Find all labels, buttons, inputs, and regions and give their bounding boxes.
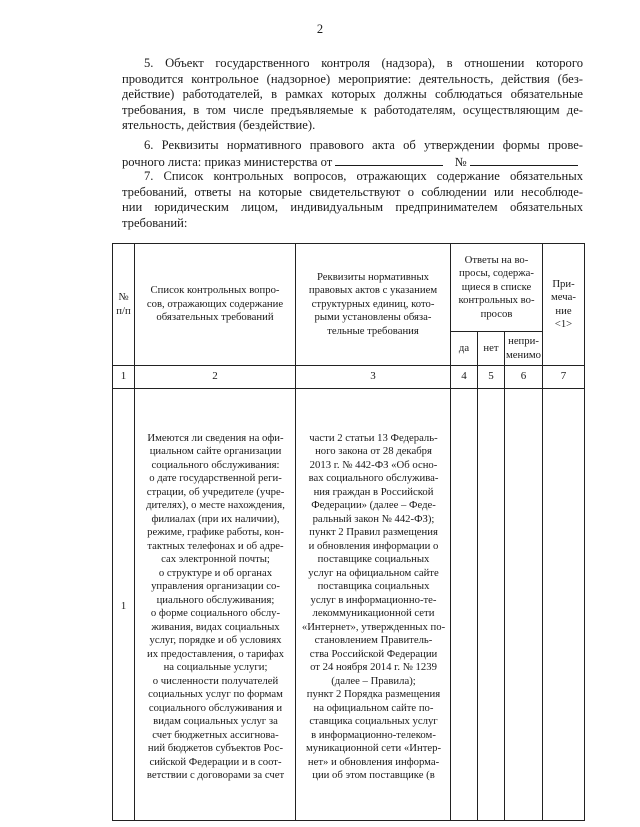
- header-line: При-: [552, 277, 575, 290]
- header-line: мечa-: [551, 291, 576, 303]
- question-line: социального обслуживания и: [148, 701, 283, 714]
- paragraph-5-line: ятельность, действия (бездействие).: [122, 118, 316, 133]
- column-number: 1: [113, 366, 135, 389]
- answer-yes-cell[interactable]: [451, 389, 478, 821]
- question-line: сийской Федерации и в соот-: [149, 755, 282, 768]
- header-line: Реквизиты нормативных: [316, 270, 430, 283]
- requisites-line: ства Российской Федерации: [309, 647, 438, 660]
- question-line: счет бюджетных ассигнова-: [152, 728, 279, 741]
- requisites-line: услуг на официальном сайте: [308, 566, 439, 579]
- question-line: тактных телефонах и об адре-: [147, 539, 284, 552]
- requisites-line: ральный закон № 442-ФЗ);: [312, 512, 435, 525]
- requisites-line: и обновления информации о: [308, 539, 439, 552]
- number-sign: №: [454, 154, 467, 169]
- paragraph-6-line-2: [122, 154, 583, 170]
- paragraph-7-line: требований, ответы на которые свидетельствуют о соблюдении или несоблюде-: [122, 184, 583, 199]
- question-line: на социальные услуги;: [163, 661, 268, 673]
- question-line: о численности получателей: [152, 674, 279, 687]
- question-text: [135, 427, 295, 783]
- column-number: 6: [505, 366, 543, 389]
- question-line: филиалах (при их наличии),: [151, 512, 280, 525]
- number-blank: [470, 154, 578, 166]
- requisites-line: (далее – Правила);: [331, 674, 416, 687]
- header-line: контрольных во-: [458, 294, 535, 307]
- requisites-line: пункт 2 Правил размещения: [309, 526, 438, 538]
- question-line: сах электронной почты;: [161, 553, 270, 565]
- question-line: ний бюджетов субъектов Рос-: [147, 742, 284, 754]
- requisites-line: поставщике социальных: [317, 553, 430, 565]
- question-line: ветствии с договорами за счет: [146, 769, 285, 781]
- question-line: режиме, графике работы, кон-: [147, 526, 284, 538]
- question-line: видам социальных услуг за: [153, 715, 278, 727]
- paragraph-6: [122, 138, 583, 169]
- header-requisites: [296, 244, 451, 366]
- question-line: о дате государственной реги-: [149, 472, 282, 484]
- paragraph-7-line: требований:: [122, 215, 188, 230]
- note-cell[interactable]: [543, 389, 585, 821]
- header-num: [113, 244, 135, 366]
- paragraph-5-line: проводится контрольное (надзорное) мероприятие: деятельность, действия (без-: [122, 71, 583, 86]
- header-note: [543, 244, 585, 366]
- answer-not-applicable-cell[interactable]: [505, 389, 543, 821]
- header-num-line: п/п: [116, 304, 131, 317]
- header-line: щиеся в списке: [461, 280, 532, 293]
- requisites-line: 2013 г. № 442-ФЗ «Об осно-: [309, 458, 438, 471]
- question-line: циальном сайте организации: [149, 445, 282, 457]
- header-line: тельные требования: [327, 324, 419, 337]
- question-line: социального обслуживания:: [151, 458, 280, 471]
- column-number: 3: [296, 366, 451, 389]
- paragraph-5-line: действие) работодателей, в рамках которых должны соблюдаться обязательные: [122, 87, 583, 102]
- table-header-row: [113, 244, 585, 332]
- requisites-line: Федерации» (далее – Феде-: [311, 499, 436, 511]
- header-line: сов, отражающих содержание: [146, 297, 284, 310]
- header-line: обязательных требований: [156, 311, 274, 324]
- requisites-line: лекоммуникационной сети: [312, 607, 435, 619]
- requisites-line: нет» и обновления информа-: [307, 755, 440, 768]
- row-number: 1: [113, 389, 135, 821]
- requisites-line: поставщика социальных: [317, 580, 430, 592]
- question-line: страции, об учредителе (учре-: [146, 485, 285, 498]
- question-line: циального обслуживания;: [156, 593, 275, 606]
- checklist-table: [112, 243, 585, 821]
- header-line: просы, содержа-: [459, 267, 534, 280]
- header-answers: [451, 244, 543, 332]
- paragraph-6-line: 6. Реквизиты нормативного правового акта об утверждении формы прове-: [144, 138, 583, 152]
- requisites-cell: [296, 389, 451, 821]
- requisites-line: ции об этом поставщике (в: [312, 769, 435, 781]
- table-row: [113, 389, 585, 821]
- requisites-line: становлением Правитель-: [314, 634, 433, 646]
- question-line: управления организации со-: [151, 580, 280, 592]
- header-num-line: №: [118, 291, 129, 303]
- column-number: 5: [478, 366, 505, 389]
- header-line: Ответы на во-: [464, 253, 529, 266]
- requisites-line: муникационной сети «Интер-: [305, 742, 442, 754]
- requisites-line: части 2 статьи 13 Федераль-: [309, 431, 438, 444]
- requisites-line: ния граждан в Российской: [313, 485, 434, 498]
- header-line: <1>: [554, 318, 573, 330]
- header-line: структурных единиц, кото-: [311, 297, 435, 310]
- answer-no-cell[interactable]: [478, 389, 505, 821]
- header-line: просов: [480, 307, 513, 320]
- paragraph-5: [122, 56, 583, 134]
- requisites-line: ного закона от 28 декабря: [315, 445, 432, 457]
- header-line: Список контрольных вопро-: [150, 284, 280, 297]
- question-line: их предоставления, о тарифах: [146, 647, 285, 660]
- paragraph-5-line: 5. Объект государственного контроля (надзора), в отношении которого: [144, 56, 583, 70]
- header-not-applicable: [505, 332, 543, 366]
- column-number: 7: [543, 366, 585, 389]
- requisites-text: [296, 427, 450, 783]
- question-line: о форме социального обслу-: [150, 607, 281, 619]
- requisites-line: «Интернет», утвержденных по-: [301, 620, 446, 633]
- header-yes: да: [451, 332, 478, 366]
- header-line: правовых актов с указанием: [308, 284, 438, 297]
- question-cell: [135, 389, 296, 821]
- header-line: рыми установлены обяза-: [314, 311, 432, 324]
- header-line: непри-: [508, 335, 539, 347]
- header-no: нет: [478, 332, 505, 366]
- paragraph-7-line: нии юридическим лицом, индивидуальным предпринимателем обязательных: [122, 200, 583, 215]
- question-line: о структуре и об органах: [158, 566, 273, 579]
- question-line: социальных услуг по формам: [148, 688, 283, 700]
- paragraph-5-line: требования, в том числе предъявляемые к работодателям, осуществляющим де-: [122, 102, 583, 117]
- requisites-line: вах социального обслужива-: [308, 472, 439, 484]
- column-number: 2: [135, 366, 296, 389]
- question-line: живания, видах социальных: [151, 620, 280, 633]
- question-line: дителях), о месте нахождения,: [146, 499, 285, 511]
- paragraph-6-prefix: рочного листа: приказ министерства от: [122, 154, 333, 169]
- date-blank: [335, 154, 443, 166]
- requisites-line: от 24 ноября 2014 г. № 1239: [310, 661, 437, 673]
- paragraph-7-line: 7. Список контрольных вопросов, отражающих содержание обязательных: [144, 169, 583, 183]
- question-line: услуг, порядке и об условиях: [149, 634, 282, 646]
- column-number-row: [113, 366, 585, 389]
- question-line: Имеются ли сведения на офи-: [147, 431, 284, 444]
- header-line: ние: [555, 304, 572, 317]
- header-line: менимо: [505, 348, 542, 361]
- page-number: 2: [316, 22, 324, 36]
- requisites-line: ставщика социальных услуг: [309, 715, 438, 727]
- header-questions: [135, 244, 296, 366]
- column-number: 4: [451, 366, 478, 389]
- paragraph-7: [122, 169, 583, 231]
- requisites-line: услуг в информационно-те-: [310, 593, 437, 606]
- requisites-line: в информационно-телеком-: [311, 728, 436, 741]
- requisites-line: пункт 2 Порядка размещения: [306, 688, 441, 700]
- requisites-line: на официальном сайте по-: [313, 701, 434, 714]
